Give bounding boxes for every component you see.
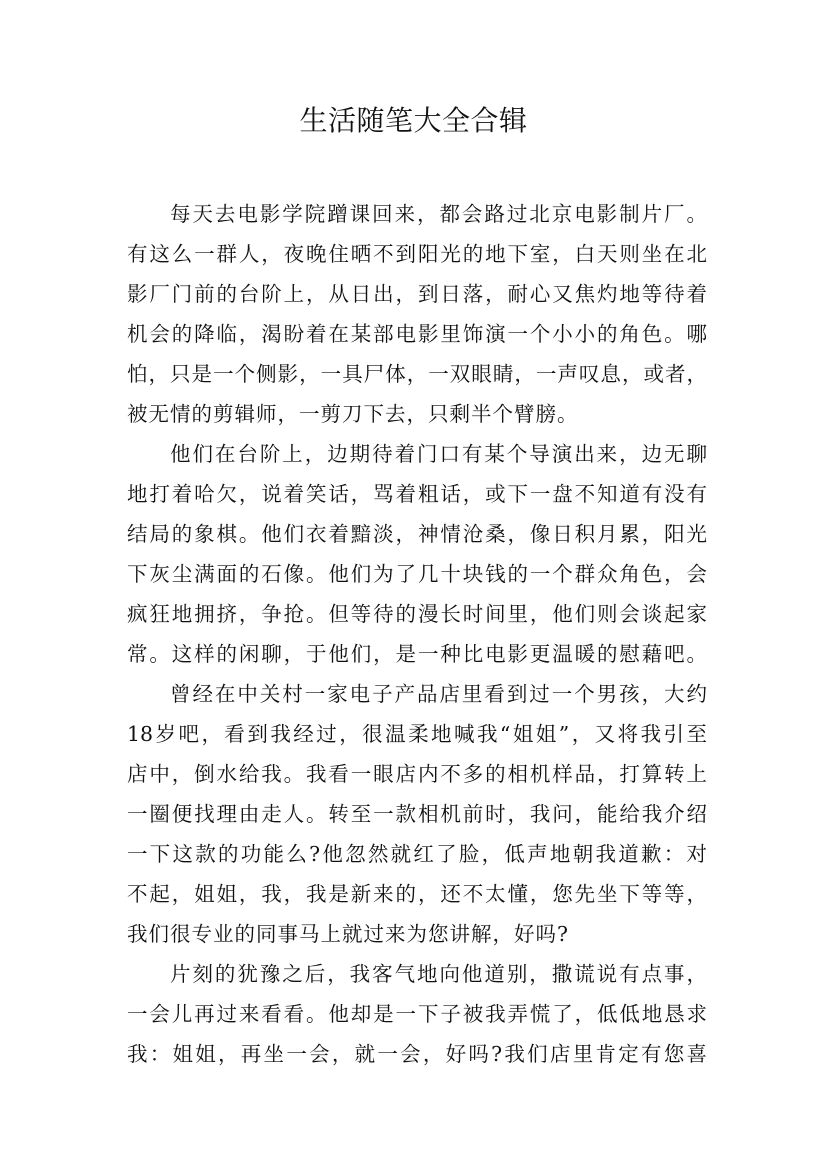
paragraph-3-line-1: 曾经在中关村一家电子产品店里看到过一个男孩，大约 (170, 682, 707, 706)
paragraph-4-line-2: 一会儿再过来看看。他却是一下子被我弄慌了，低低地恳求 (127, 1002, 707, 1026)
paragraph-3-line-4: 一圈便找理由走人。转至一款相机前时，我问，能给我介绍 (127, 802, 707, 826)
paragraph-3-line-3: 店中，倒水给我。我看一眼店内不多的相机样品，打算转上 (127, 762, 707, 786)
paragraph-1-line-3: 影厂门前的台阶上，从日出，到日落，耐心又焦灼地等待着 (127, 282, 707, 306)
paragraph-1-line-5: 怕，只是一个侧影，一具尸体，一双眼睛，一声叹息，或者， (127, 362, 707, 386)
paragraph-4-line-1: 片刻的犹豫之后，我客气地向他道别，撒谎说有点事， (170, 962, 707, 986)
paragraph-1-line-6: 被无情的剪辑师，一剪刀下去，只剩半个臂膀。 (127, 402, 579, 426)
paragraph-1-line-1: 每天去电影学院蹭课回来，都会路过北京电影制片厂。 (170, 202, 707, 226)
paragraph-1-line-2: 有这么一群人，夜晚住晒不到阳光的地下室，白天则坐在北 (127, 242, 707, 266)
document-title: 生活随笔大全合辑 (299, 104, 528, 137)
paragraph-2-line-6: 常。这样的闲聊，于他们，是一种比电影更温暖的慰藉吧。 (127, 642, 707, 666)
paragraph-3-line-5: 一下这款的功能么?他忽然就红了脸，低声地朝我道歉：对 (127, 842, 707, 866)
paragraph-2-line-5: 疯狂地拥挤，争抢。但等待的漫长时间里，他们则会谈起家 (127, 602, 707, 626)
paragraph-4-line-3: 我：姐姐，再坐一会，就一会，好吗?我们店里肯定有您喜 (127, 1042, 707, 1066)
paragraph-3-line-6: 不起，姐姐，我，我是新来的，还不太懂，您先坐下等等， (127, 882, 707, 906)
paragraph-3-line-7: 我们很专业的同事马上就过来为您讲解，好吗? (127, 922, 569, 946)
paragraph-1-line-4: 机会的降临，渴盼着在某部电影里饰演一个小小的角色。哪 (127, 322, 707, 346)
paragraph-3-line-2: 18岁吧，看到我经过，很温柔地喊我“姐姐”，又将我引至 (127, 722, 707, 746)
paragraph-2-line-3: 结局的象棋。他们衣着黯淡，神情沧桑，像日积月累，阳光 (127, 522, 707, 546)
paragraph-2-line-1: 他们在台阶上，边期待着门口有某个导演出来，边无聊 (170, 442, 707, 466)
paragraph-2-line-4: 下灰尘满面的石像。他们为了几十块钱的一个群众角色，会 (127, 562, 707, 586)
paragraph-2-line-2: 地打着哈欠，说着笑话，骂着粗话，或下一盘不知道有没有 (127, 482, 707, 506)
